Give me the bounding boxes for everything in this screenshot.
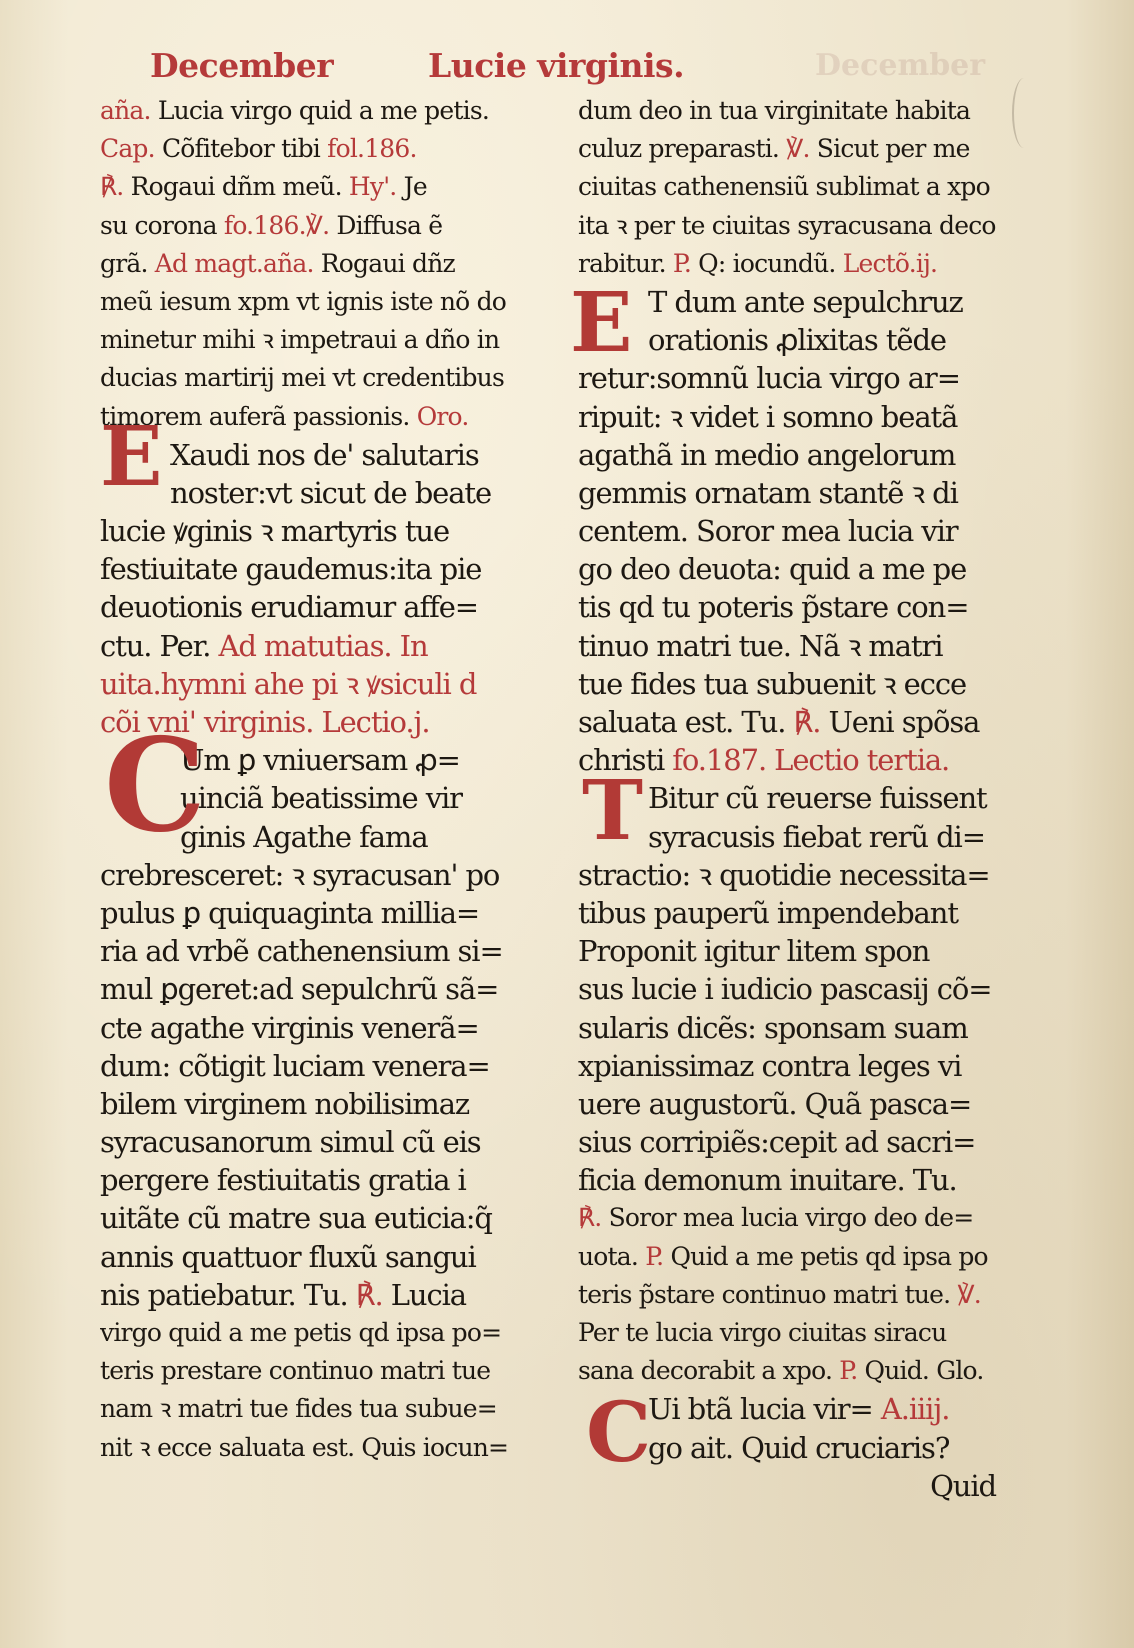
body-text: Proponit igitur litem spon: [578, 934, 930, 969]
body-text: Ui btã lucia vir=: [648, 1392, 881, 1427]
body-text: sularis dicẽs: sponsam suam: [578, 1010, 968, 1045]
body-text: ria ad vrbẽ cathenensium si=: [100, 934, 503, 969]
left-column-line: [100, 398, 558, 436]
body-text: tibus pauperũ impendebant: [578, 895, 958, 930]
drop-initial-right-2: T: [582, 763, 644, 859]
right-column-line: [578, 207, 1036, 245]
body-text: ficia demonum inuitare. Tu.: [578, 1163, 957, 1198]
rubric-text: Oro.: [416, 401, 469, 431]
rubric-text: ℟.: [793, 705, 821, 739]
body-text: saluata est. Tu.: [578, 705, 794, 739]
body-text: su corona: [100, 210, 224, 240]
body-text: retur:somnũ lucia virgo ar=: [578, 361, 960, 396]
body-text: dum: cõtigit luciam venera=: [100, 1048, 490, 1083]
body-text: christi: [578, 743, 673, 778]
body-text: Um ꝑ vniuersam ꝓ=: [180, 743, 460, 778]
body-text: nis patiebatur. Tu.: [100, 1277, 356, 1312]
rubric-text: ℟.: [578, 1203, 602, 1233]
body-text: syracusanorum simul cũ eis: [100, 1125, 481, 1160]
left-column-line: [100, 1085, 558, 1123]
body-text: Diffusa ẽ: [329, 210, 443, 240]
rubric-text: Lectõ.ij.: [842, 248, 938, 278]
left-column-line: [100, 1314, 558, 1352]
body-text: ginis Agathe fama: [180, 819, 428, 854]
body-text: ctu. Per.: [100, 628, 219, 663]
body-text: ripuit: ꝛ videt i somno beatã: [578, 399, 958, 434]
left-column-line: [100, 1276, 558, 1314]
right-column-line: [578, 588, 1036, 626]
right-column-line: [578, 1047, 1036, 1085]
show-through-text: December: [815, 48, 986, 83]
right-column-line: [578, 436, 1036, 474]
body-text: Bitur cũ reuerse fuissent: [648, 781, 987, 816]
body-text: Cõfitebor tibi: [161, 134, 328, 164]
drop-initial-left-1: E: [100, 409, 163, 505]
right-column-line: [578, 321, 1036, 359]
rubric-text: Hy'.: [348, 172, 404, 202]
rubric-text: ℟.: [100, 172, 131, 202]
left-column-line: [100, 283, 558, 321]
right-column-line: [578, 741, 1036, 779]
body-text: uere augustorũ. Quã pasca=: [578, 1086, 972, 1121]
right-column-line: [578, 283, 1036, 321]
running-head-month: December: [150, 46, 334, 85]
right-column-line: [578, 856, 1036, 894]
right-column-line: [578, 1199, 1036, 1237]
body-text: teris p̃stare continuo matri tue.: [578, 1279, 958, 1309]
rubric-text: ℣.: [957, 1279, 981, 1309]
body-text: Lucia virgo quid a me petis.: [157, 96, 490, 125]
body-text: dum deo in tua virginitate habita: [578, 96, 971, 125]
left-column-line: [100, 168, 558, 206]
right-column-line: [578, 1123, 1036, 1161]
left-column-line: [100, 1429, 558, 1467]
body-text: meũ iesum xpm vt ignis iste nõ do: [100, 286, 507, 316]
body-text: go ait. Quid cruciaris?: [648, 1430, 950, 1465]
body-text: culuz preparasti.: [578, 134, 787, 164]
body-text: uitãte cũ matre sua euticia:q̃: [100, 1201, 492, 1236]
rubric-text: ℟.: [355, 1277, 383, 1312]
body-text: stractio: ꝛ quotidie necessita=: [578, 857, 990, 892]
body-text: lucie ꝟginis ꝛ martyris tue: [100, 514, 450, 549]
body-text: orationis ꝓlixitas tẽde: [648, 323, 946, 358]
left-column-line: [100, 627, 558, 665]
body-text: xpianissimaz contra leges vi: [578, 1048, 962, 1083]
left-column-line: [100, 1047, 558, 1085]
left-column-line: [100, 130, 558, 168]
left-column-line: [100, 245, 558, 283]
rubric-text: P.: [645, 1241, 664, 1271]
right-column-line: [578, 1314, 1036, 1352]
right-column-line: [578, 1085, 1036, 1123]
body-text: mul ꝑgeret:ad sepulchrũ sã=: [100, 972, 499, 1007]
rubric-text: A.iiij.: [880, 1392, 950, 1427]
body-text: ciuitas cathenensiũ sublimat a xpo: [578, 172, 990, 202]
right-column-line: [578, 512, 1036, 550]
right-column: [578, 92, 1036, 1505]
body-text: cte agathe virginis venerã=: [100, 1010, 479, 1045]
body-text: Sicut per me: [809, 134, 970, 164]
right-column-line: [578, 1009, 1036, 1047]
body-text: nam ꝛ matri tue fides tua subue=: [100, 1394, 497, 1424]
rubric-text: P.: [672, 248, 692, 278]
body-text: rabitur.: [578, 248, 673, 278]
right-column-line: [578, 168, 1036, 206]
right-column-line: [578, 1238, 1036, 1276]
left-column-line: [100, 894, 558, 932]
body-text: syracusis fiebat rerũ di=: [648, 819, 985, 854]
right-column-line: [578, 818, 1036, 856]
body-text: agathã in medio angelorum: [578, 437, 956, 472]
left-column-line: [100, 474, 558, 512]
body-text: sana decorabit a xpo.: [578, 1356, 840, 1386]
body-text: tis qd tu poteris p̃stare con=: [578, 590, 969, 625]
right-column-line: [578, 932, 1036, 970]
body-text: Rogaui dñz: [313, 248, 455, 278]
rubric-text: ℣.: [786, 134, 810, 164]
right-column-line: [578, 665, 1036, 703]
body-text: T dum ante sepulchruz: [648, 284, 963, 319]
rubric-text: fo.186.℣.: [223, 210, 330, 240]
rubric-text: cõi vni' virginis. Lectio.j.: [100, 705, 430, 739]
drop-initial-left-2: C: [104, 711, 206, 861]
body-text: Ueni spõsa: [820, 705, 980, 739]
body-text: ita ꝛ per te ciuitas syracusana deco: [578, 210, 996, 240]
rubric-text: fo.187. Lectio tertia.: [672, 743, 950, 778]
body-text: sus lucie i iudicio pascasij cõ=: [578, 972, 992, 1007]
left-column-line: [100, 1009, 558, 1047]
body-text: noster:vt sicut de beate: [170, 475, 492, 510]
right-column-line: [578, 245, 1036, 283]
right-column-line: [578, 779, 1036, 817]
right-column-line: [578, 550, 1036, 588]
body-text: Xaudi nos de' salutaris: [170, 437, 479, 472]
left-column-line: [100, 1352, 558, 1390]
body-text: uota.: [578, 1241, 646, 1271]
left-column-line: [100, 550, 558, 588]
body-text: deuotionis erudiamur affe=: [100, 590, 479, 625]
right-column-line: [578, 1276, 1036, 1314]
body-text: Soror mea lucia virgo deo de=: [601, 1203, 974, 1233]
body-text: pergere festiuitatis gratia i: [100, 1163, 466, 1198]
drop-initial-right-3: C: [586, 1385, 652, 1481]
right-column-line: [578, 130, 1036, 168]
left-column-line: [100, 665, 558, 703]
left-column-line: [100, 207, 558, 245]
body-text: nit ꝛ ecce saluata est. Quis iocun=: [100, 1432, 509, 1462]
body-text: festiuitate gaudemus:ita pie: [100, 552, 482, 587]
body-text: pulus ꝑ quiquaginta millia=: [100, 895, 480, 930]
left-column-line: [100, 512, 558, 550]
rubric-text: fol.186.: [327, 134, 417, 164]
rubric-text: aña.: [100, 96, 158, 125]
body-text: Rogaui dñm meũ.: [130, 172, 349, 202]
rubric-text: uita.hymni ahe pi ꝛ ꝟsiculi d: [100, 666, 477, 701]
left-column-line: [100, 1238, 558, 1276]
right-column-line: [578, 970, 1036, 1008]
right-column-line: [578, 894, 1036, 932]
body-text: uinciã beatissime vir: [180, 781, 462, 816]
left-column-line: [100, 436, 558, 474]
left-column-line: [100, 970, 558, 1008]
body-text: annis quattuor fluxũ sangui: [100, 1239, 476, 1274]
body-text: centem. Soror mea lucia vir: [578, 514, 958, 549]
rubric-text: Cap.: [100, 134, 162, 164]
rubric-text: Ad matutias. In: [218, 628, 428, 663]
body-text: Quid: [930, 1468, 996, 1503]
body-text: Per te lucia virgo ciuitas siracu: [578, 1318, 947, 1347]
left-column-line: [100, 1161, 558, 1199]
running-head: [150, 46, 1074, 94]
body-text: Lucia: [382, 1277, 466, 1312]
right-column-line: [578, 359, 1036, 397]
body-text: ducias martirij mei vt credentibus: [100, 363, 505, 393]
body-text: Quid a me petis qd ipsa po: [663, 1241, 988, 1271]
body-text: Q: iocundũ.: [691, 248, 843, 278]
body-text: timorem auferã passionis.: [100, 401, 417, 431]
left-column-line: [100, 321, 558, 359]
rubric-text: Ad magt.aña.: [154, 248, 314, 278]
left-column-line: [100, 92, 558, 130]
body-text: crebresceret: ꝛ syracusan' po: [100, 857, 500, 892]
body-text: tue fides tua subuenit ꝛ ecce: [578, 666, 967, 701]
body-text: gemmis ornatam stantẽ ꝛ di: [578, 475, 958, 510]
right-column-line: [578, 703, 1036, 741]
body-text: sius corripiẽs:cepit ad sacri=: [578, 1125, 976, 1160]
drop-initial-right-1: E: [570, 275, 633, 371]
right-column-line: [578, 398, 1036, 436]
right-column-line: [578, 627, 1036, 665]
right-column-line: [578, 1161, 1036, 1199]
left-column-line: [100, 359, 558, 397]
left-column-line: [100, 588, 558, 626]
left-column-line: [100, 932, 558, 970]
left-column-line: [100, 1123, 558, 1161]
body-text: go deo deuota: quid a me pe: [578, 552, 967, 587]
left-column-line: [100, 856, 558, 894]
body-text: Je: [403, 172, 427, 202]
right-column-line: [578, 474, 1036, 512]
right-column-line: [578, 92, 1036, 130]
body-text: bilem virginem nobilisimaz: [100, 1086, 470, 1121]
running-head-feast: Lucie virginis.: [428, 46, 685, 85]
rubric-text: P.: [839, 1356, 858, 1386]
left-column-line: [100, 1390, 558, 1428]
body-text: Quid. Glo.: [857, 1356, 984, 1386]
body-text: teris prestare continuo matri tue: [100, 1356, 491, 1386]
left-column-line: [100, 1199, 558, 1237]
body-text: tinuo matri tue. Nã ꝛ matri: [578, 628, 943, 663]
body-text: grã.: [100, 248, 155, 278]
body-text: virgo quid a me petis qd ipsa po=: [100, 1318, 502, 1347]
body-text: minetur mihi ꝛ impetraui a dño in: [100, 325, 500, 355]
